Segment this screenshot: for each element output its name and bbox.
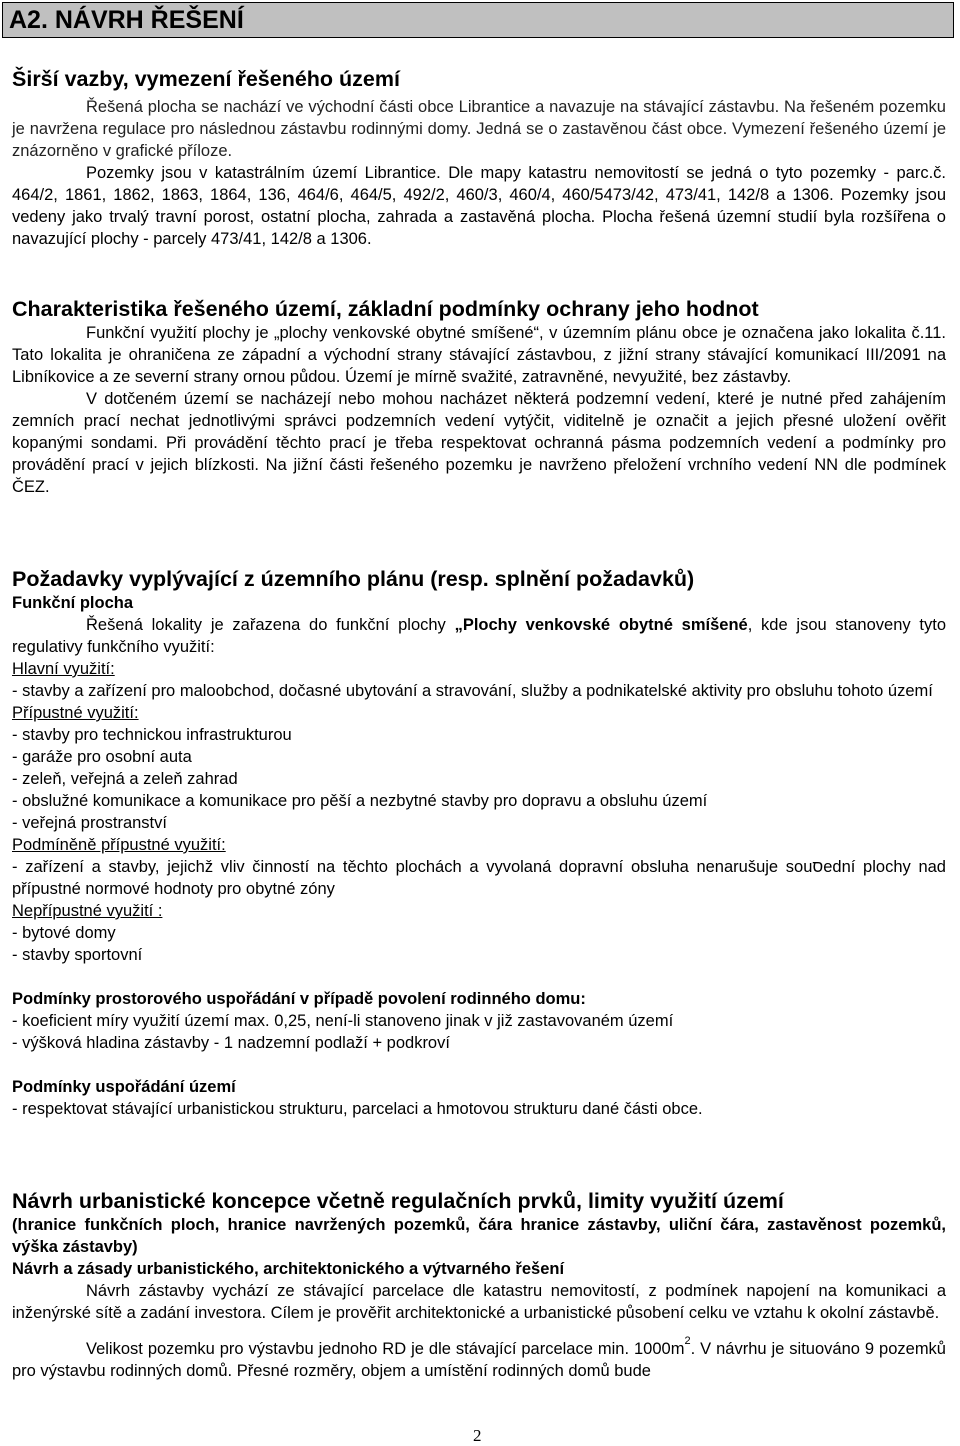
paragraph-parcels: Pozemky jsou v katastrálním území Librantice. Dle mapy katastru nemovitostí se jedná o tyto pozemky - parc.č. 464/2, 1861, 1862, 1863, 1864, 136, 464/6, 464/5, 492/2, 460/3, 460/4, 460/5473/42, 473/41, 142/8 a 1306. Pozemky jsou vedeny jako trvalý travní porost, ostatní plocha, zahrada a zastavěná plocha. Plocha řešená územní studií byla rozšířena o navazující plochy - parcely 473/41, 142/8 a 1306. (12, 164, 946, 248)
list-item: - stavby pro technickou infrastrukturou (12, 726, 292, 744)
page-number: 2 (473, 1426, 482, 1445)
paragraph-function: Funkční využití plochy je „plochy venkovské obytné smíšené“, v územním plánu obce je označena jako lokalita č.11. Tato lokalita je ohraničena ze západní a východní strany stávající zástavbou, z jižní strany stávající komunikací III/2091 na Libníkovice a ze severní strany ornou půdou. Území je mírně svažité, zatravněné, nevyužité, bez zástavby. (12, 324, 946, 386)
list-item: - respektovat stávající urbanistickou strukturu, parcelaci a hmotovou strukturu dané části obce. (12, 1100, 703, 1118)
paragraph-design: Návrh zástavby vychází ze stávající parcelace dle katastru nemovitostí, z podmínek napojení na komunikaci a inženýrské sítě a zadání investora. Cílem je prověřit architektonické a urbanistické působení celku ve vztahu k okolní zástavbě. (12, 1282, 946, 1322)
paragraph-utilities: V dotčeném území se nacházejí nebo mohou nacházet některá podzemní vedení, které je nutné před zahájením zemních prací nechat jednotlivými správci podzemních vedení vytýčit, viditelně je označit a jejich přesné uložení ověřit kopanými sondami. Při provádění těchto prací je třeba respektovat ochranná pásma podzemních vedení a podmínky pro provádění prací v jejich blízkosti. Na jižní části řešeného pozemku je navrženo přeložení vrchního vedení NN dle podmínek ČEZ. (12, 390, 946, 496)
subheading-design-principles: Návrh a zásady urbanistického, architektonického a výtvarného řešení (12, 1260, 565, 1278)
paragraph-plot-size: Velikost pozemku pro výstavbu jednoho RD je dle stávající parcelace min. $1000m^2$. V návrhu je situováno 9 pozemků pro výstavbu rodinných domů. Přesné rozměry, objem a umístění rodinných domů bude (12, 1335, 946, 1380)
list-item: - výšková hladina zástavby - 1 nadzemní podlaží + podkroví (12, 1034, 450, 1052)
subheading-regulatory-elements: (hranice funkčních ploch, hranice navržených pozemků, čára hranice zástavby, uliční čára, zastavěnost pozemků, výška zástavby) (12, 1216, 946, 1256)
paragraph-location: Řešená plocha se nachází ve východní části obce Librantice a navazuje na stávající zástavbu. Na řešeném pozemku je navržena regulace pro následnou zástavbu rodinnými domy. Jedná se o zastavěnou část obce. Vymezení řešeného území je znázorněno v grafické příloze. (12, 98, 946, 160)
section-title: A2. NÁVRH ŘEŠENÍ (9, 6, 244, 34)
section-title-bar (2, 2, 954, 38)
list-item: - obslužné komunikace a komunikace pro pěší a nezbytné stavby pro dopravu a obsluhu území (12, 792, 708, 810)
section-wider-relations (12, 66, 946, 250)
subheading-functional-area: Funkční plocha (12, 594, 134, 612)
heading-spatial-conditions: Podmínky prostorového uspořádání v případě povolení rodinného domu: (12, 990, 586, 1008)
list-item: - stavby sportovní (12, 946, 143, 964)
heading-urban-concept: Návrh urbanistické koncepce včetně regulačních prvků, limity využití území (12, 1189, 784, 1213)
list-item: - veřejná prostranství (12, 814, 167, 832)
list-item: - garáže pro osobní auta (12, 748, 192, 766)
list-item: - zařízení a stavby, jejichž vliv činností na těchto plochách a vyvolaná dopravní obsluha nenarušuje souסední plochy nad přípustné normové hodnoty pro obytné zóny (12, 858, 946, 898)
label-forbidden-use: Nepřípustné využití : (12, 902, 163, 920)
section-characteristics (12, 296, 946, 498)
label-allowed-use: Přípustné využití: (12, 704, 139, 722)
list-item: - bytové domy (12, 924, 116, 942)
section-requirements (12, 566, 946, 1120)
label-main-use: Hlavní využití: (12, 660, 115, 678)
label-conditional-use: Podmíněně přípustné využití: (12, 836, 226, 854)
heading-characteristics: Charakteristika řešeného území, základní podmínky ochrany jeho hodnot (12, 297, 759, 321)
list-item: - koeficient míry využití území max. 0,25, není-li stanoveno jinak v již zastavovaném území (12, 1012, 674, 1030)
heading-requirements: Požadavky vyplývající z územního plánu (resp. splnění požadavků) (12, 567, 695, 591)
heading-wider-relations: Širší vazby, vymezení řešeného území (12, 67, 400, 91)
list-item: - zeleň, veřejná a zeleň zahrad (12, 770, 238, 788)
paragraph-functional-area: Řešená lokality je zařazena do funkční plochy „Plochy venkovské obytné smíšené, kde jsou stanoveny tyto regulativy funkčního využití: (12, 616, 946, 656)
list-item: - stavby a zařízení pro maloobchod, dočasné ubytování a stravování, služby a podnikatelské aktivity pro obsluhu tohoto území (12, 682, 933, 700)
heading-arrangement: Podmínky uspořádání území (12, 1078, 236, 1096)
section-urban-concept (12, 1188, 946, 1382)
